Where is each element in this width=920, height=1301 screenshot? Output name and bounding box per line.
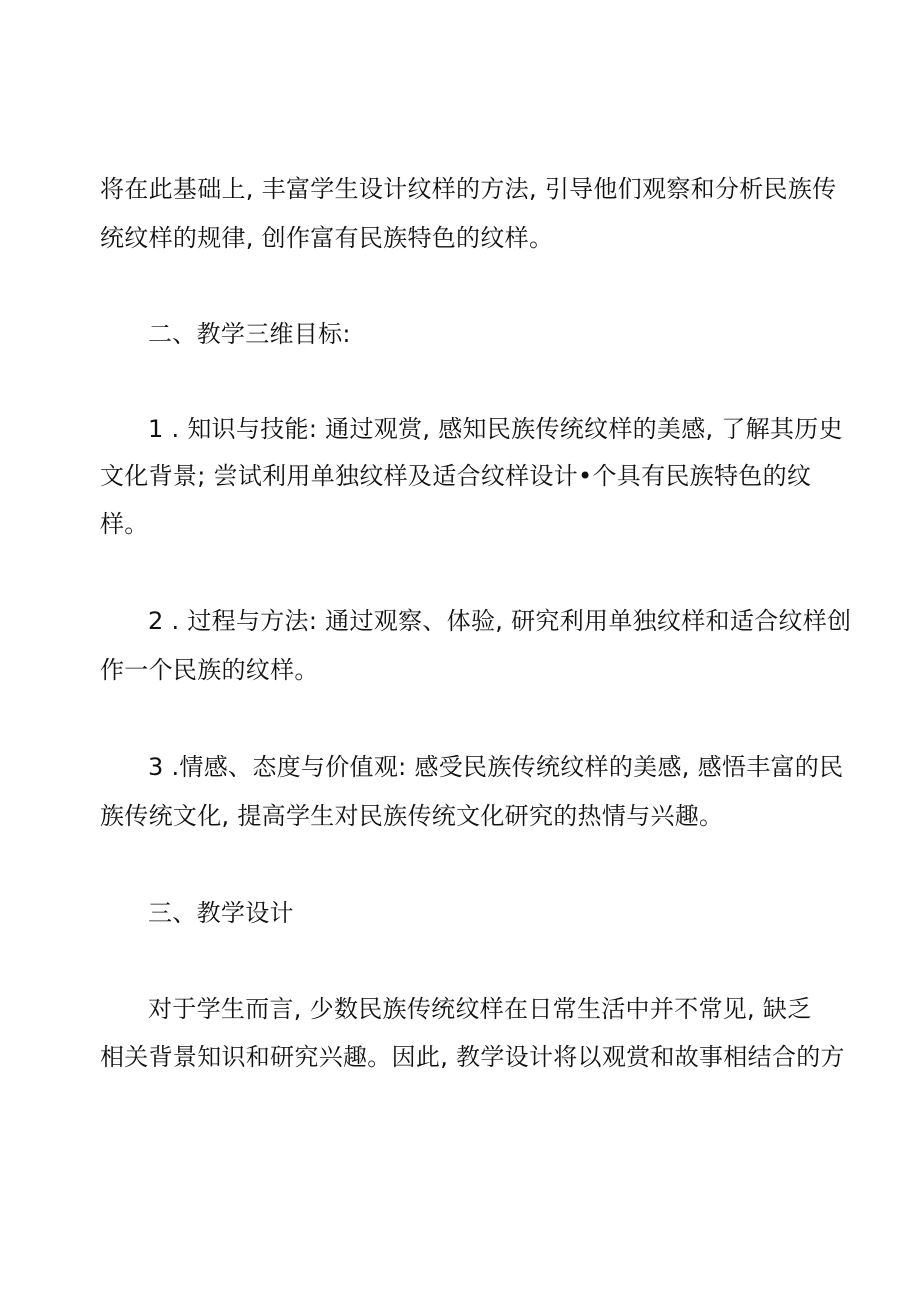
section-heading-goals: 二、教学三维目标: [148,320,351,348]
goal-1-line-3: 样。 [100,510,149,538]
intro-paragraph-line-1: 将在此基础上, 丰富学生设计纹样的方法, 引导他们观察和分析民族传 [100,175,837,203]
goal-3-line-1: 3 .情感、态度与价值观: 感受民族传统纹样的美感, 感悟丰富的民 [148,753,844,781]
goal-2-line-1: 2 . 过程与方法: 通过观察、体验, 研究利用单独纹样和适合纹样创 [148,607,852,635]
section-heading-design: 三、教学设计 [148,899,294,927]
design-paragraph-line-1: 对于学生而言, 少数民族传统纹样在日常生活中并不常见, 缺乏 [148,995,812,1023]
design-paragraph-line-2: 相关背景知识和研究兴趣。因此, 教学设计将以观赏和故事相结合的方 [100,1043,845,1071]
intro-paragraph-line-2: 统纹样的规律, 创作富有民族特色的纹样。 [100,224,554,252]
goal-1-line-1: 1 . 知识与技能: 通过观赏, 感知民族传统纹样的美感, 了解其历史 [148,415,843,443]
goal-2-line-2: 作一个民族的纹样。 [100,656,319,684]
goal-3-line-2: 族传统文化, 提高学生对民族传统文化研究的热情与兴趣。 [100,802,724,830]
goal-1-line-2: 文化背景; 尝试利用单独纹样及适合纹样设计•个具有民族特色的纹 [100,462,812,490]
